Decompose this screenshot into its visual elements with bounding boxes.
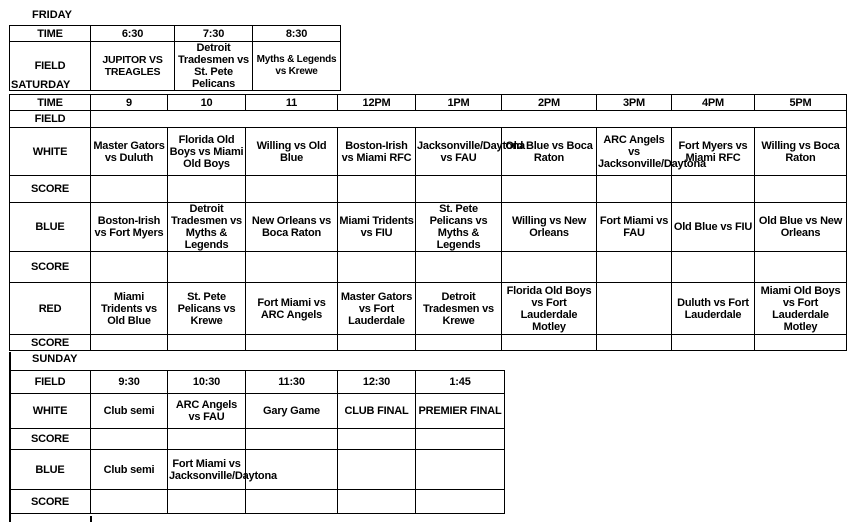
sunday-time: 10:30 — [168, 371, 246, 394]
saturday-field-row — [91, 111, 847, 128]
red-game: Fort Miami vs ARC Angels — [246, 283, 338, 335]
sunday-time: 12:30 — [338, 371, 416, 394]
saturday-time: 2PM — [502, 95, 597, 111]
sunday-white-label: WHITE — [10, 394, 91, 429]
sunday-table — [9, 370, 505, 514]
sunday-time: 11:30 — [246, 371, 338, 394]
saturday-white-label: WHITE — [10, 128, 91, 176]
sunday-white-game: Club semi — [91, 394, 168, 429]
friday-game: Detroit Tradesmen vs St. Pete Pelicans — [175, 42, 253, 91]
score-label: SCORE — [10, 252, 91, 283]
blue-game: Willing vs New Orleans — [502, 203, 597, 252]
sunday-blue-game — [338, 450, 416, 490]
friday-game: JUPITOR VS TREAGLES — [91, 42, 175, 91]
white-game: Master Gators vs Duluth — [91, 128, 168, 176]
score-label: SCORE — [10, 429, 91, 450]
saturday-time: 3PM — [597, 95, 672, 111]
gridline-stub — [90, 516, 92, 522]
blue-game: New Orleans vs Boca Raton — [246, 203, 338, 252]
score-label: SCORE — [10, 335, 91, 351]
sunday-blue-game — [416, 450, 505, 490]
friday-time-label: TIME — [10, 26, 91, 42]
sunday-time: 9:30 — [91, 371, 168, 394]
white-game: Florida Old Boys vs Miami Old Boys — [168, 128, 246, 176]
blue-game: Detroit Tradesmen vs Myths & Legends — [168, 203, 246, 252]
saturday-table — [9, 94, 847, 351]
white-game: ARC Angels vs Jacksonville/Daytona — [597, 128, 672, 176]
saturday-time: 11 — [246, 95, 338, 111]
red-game: Florida Old Boys vs Fort Lauderdale Motley — [502, 283, 597, 335]
blue-game: Miami Tridents vs FIU — [338, 203, 416, 252]
white-game: Jacksonville/Daytona vs FAU — [416, 128, 502, 176]
red-game: Miami Old Boys vs Fort Lauderdale Motley — [755, 283, 847, 335]
red-game: Duluth vs Fort Lauderdale — [672, 283, 755, 335]
sunday-white-game: Gary Game — [246, 394, 338, 429]
saturday-blue-label: BLUE — [10, 203, 91, 252]
red-game: St. Pete Pelicans vs Krewe — [168, 283, 246, 335]
friday-time: 8:30 — [253, 26, 341, 42]
white-game: Old Blue vs Boca Raton — [502, 128, 597, 176]
saturday-time: 12PM — [338, 95, 416, 111]
saturday-field-label: FIELD — [10, 111, 91, 128]
white-game: Willing vs Old Blue — [246, 128, 338, 176]
friday-time: 7:30 — [175, 26, 253, 42]
sunday-time: 1:45 — [416, 371, 505, 394]
blue-game: Boston-Irish vs Fort Myers — [91, 203, 168, 252]
score-label: SCORE — [10, 176, 91, 203]
white-game: Boston-Irish vs Miami RFC — [338, 128, 416, 176]
saturday-time: 4PM — [672, 95, 755, 111]
red-game — [597, 283, 672, 335]
blue-game: Old Blue vs New Orleans — [755, 203, 847, 252]
friday-time: 6:30 — [91, 26, 175, 42]
saturday-time-label: TIME — [10, 95, 91, 111]
sunday-title: SUNDAY — [32, 353, 78, 365]
sunday-field-label: FIELD — [10, 371, 91, 394]
sunday-blue-game: Club semi — [91, 450, 168, 490]
blue-game: St. Pete Pelicans vs Myths & Legends — [416, 203, 502, 252]
white-game: Willing vs Boca Raton — [755, 128, 847, 176]
saturday-title: SATURDAY — [11, 79, 71, 91]
sunday-white-game: CLUB FINAL — [338, 394, 416, 429]
saturday-time: 9 — [91, 95, 168, 111]
sunday-blue-game: Fort Miami vs Jacksonville/Daytona — [168, 450, 246, 490]
blue-game: Old Blue vs FIU — [672, 203, 755, 252]
sunday-blue-label: BLUE — [10, 450, 91, 490]
score-label: SCORE — [10, 490, 91, 514]
white-game: Fort Myers vs Miami RFC — [672, 128, 755, 176]
sunday-white-game: ARC Angels vs FAU — [168, 394, 246, 429]
sunday-white-game: PREMIER FINAL — [416, 394, 505, 429]
red-game: Miami Tridents vs Old Blue — [91, 283, 168, 335]
saturday-red-label: RED — [10, 283, 91, 335]
blue-game: Fort Miami vs FAU — [597, 203, 672, 252]
red-game: Detroit Tradesmen vs Krewe — [416, 283, 502, 335]
friday-title: FRIDAY — [32, 9, 72, 21]
saturday-time: 5PM — [755, 95, 847, 111]
saturday-time: 10 — [168, 95, 246, 111]
friday-field-label: FIELD — [10, 42, 91, 91]
friday-game: Myths & Legends vs Krewe — [253, 42, 341, 91]
red-game: Master Gators vs Fort Lauderdale — [338, 283, 416, 335]
saturday-time: 1PM — [416, 95, 502, 111]
